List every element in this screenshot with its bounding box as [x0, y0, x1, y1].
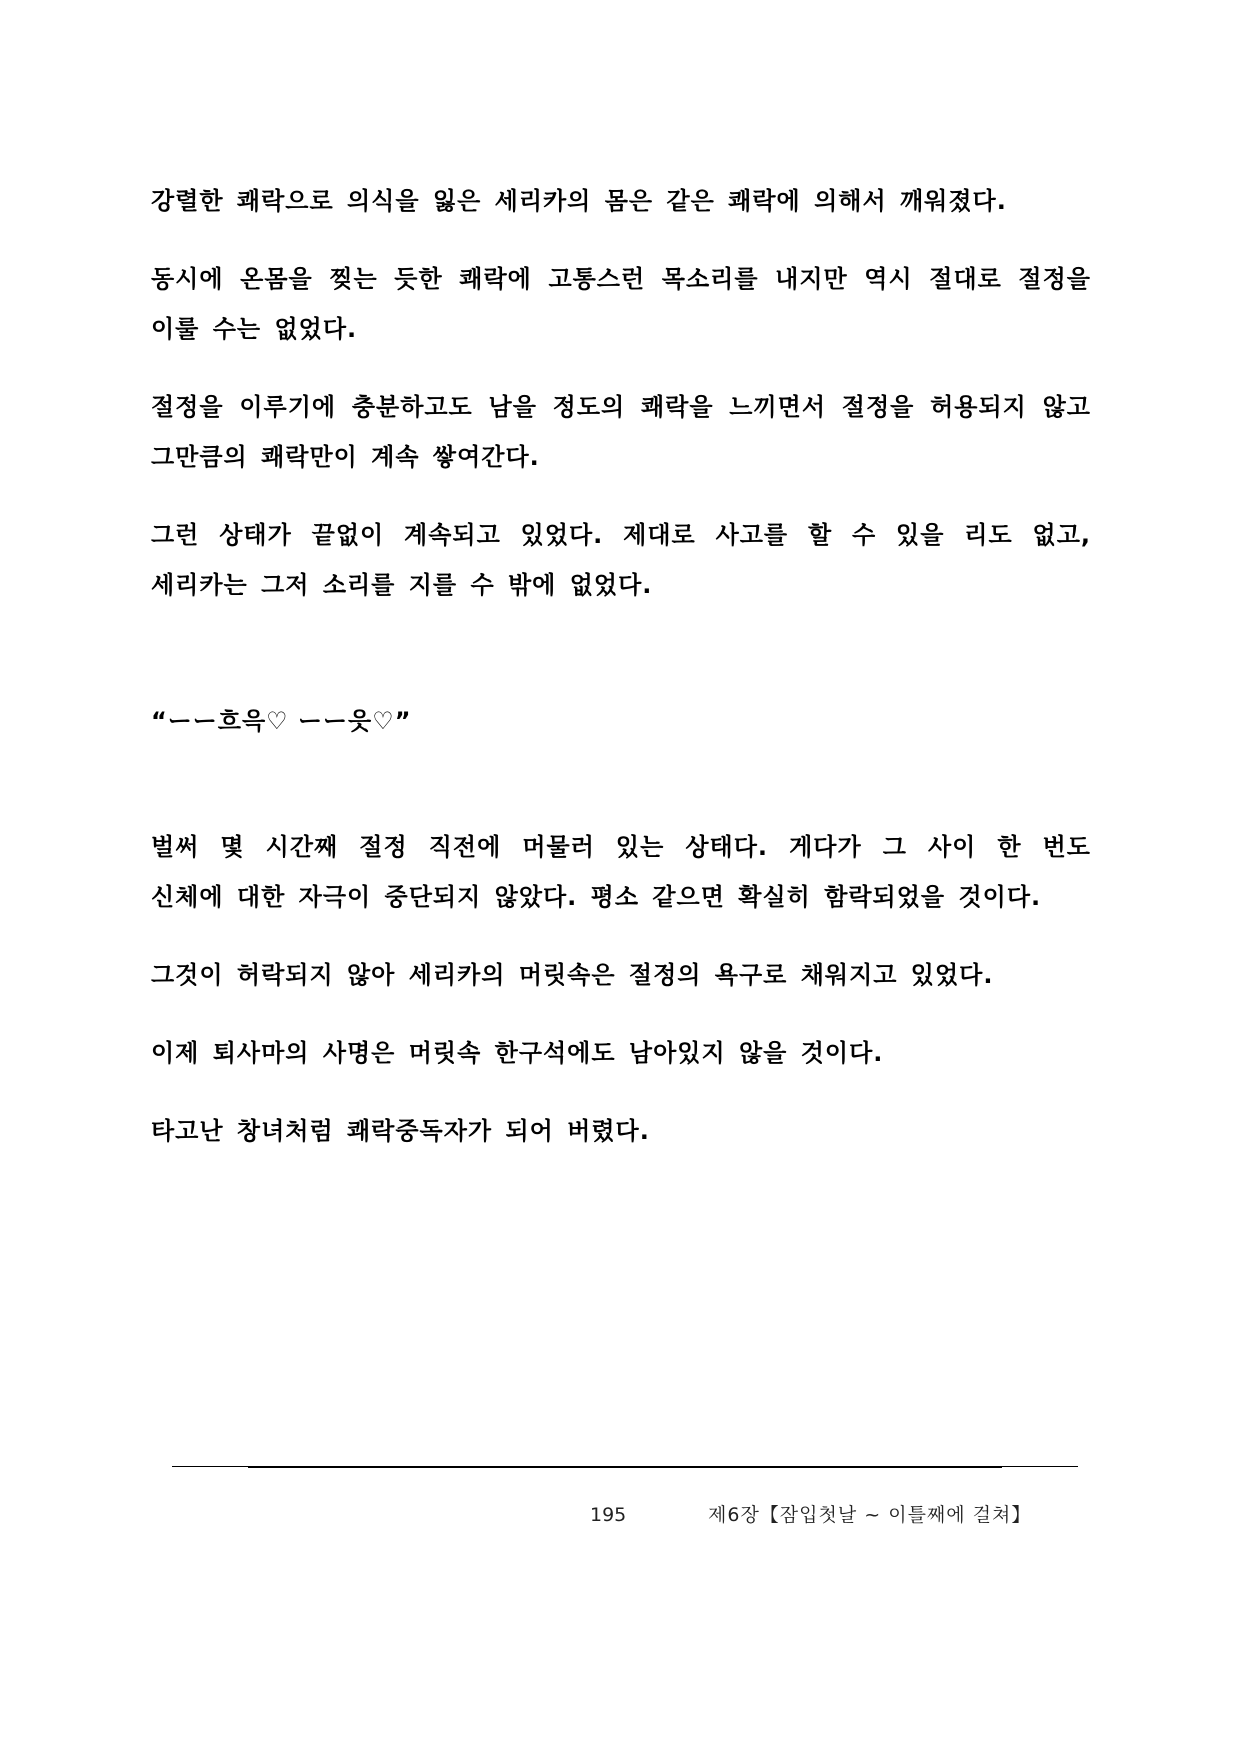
text-line: 강렬한 쾌락으로 의식을 잃은 세리카의 몸은 같은 쾌락에 의해서 깨워졌다.	[151, 187, 1007, 215]
chapter-title: 제6장【잠입첫날 ~ 이틀째에 걸쳐】	[708, 1504, 1032, 1526]
dialogue-line: “ーー흐윽♡ ーー읏♡”	[151, 707, 412, 735]
paragraph-7	[151, 1028, 1091, 1078]
text-line: 벌써 몇 시간째 절정 직전에 머물러 있는 상태다. 게다가 그 사이 한 번도	[151, 833, 1091, 861]
blank-line	[151, 638, 1091, 696]
paragraph-8	[151, 1106, 1091, 1156]
text-line: 절정을 이루기에 충분하고도 남을 정도의 쾌락을 느끼면서 절정을 허용되지 않고	[151, 393, 1091, 421]
text-line: 그런 상태가 끝없이 계속되고 있었다. 제대로 사고를 할 수 있을 리도 없고,	[151, 521, 1091, 549]
text-line: 그것이 허락되지 않아 세리카의 머릿속은 절정의 욕구로 채워지고 있었다.	[151, 961, 994, 989]
paragraph-3	[151, 382, 1091, 482]
page-footer	[0, 1500, 1240, 1530]
text-line: 이룰 수는 없었다.	[151, 315, 358, 343]
paragraph-6	[151, 950, 1091, 1000]
footer-divider-thick	[248, 1466, 1002, 1468]
paragraph-4	[151, 510, 1091, 610]
text-line: 신체에 대한 자극이 중단되지 않았다. 평소 같으면 확실히 함락되었을 것이다.	[151, 883, 1042, 911]
text-line: 이제 퇴사마의 사명은 머릿속 한구석에도 남아있지 않을 것이다.	[151, 1039, 884, 1067]
text-line: 세리카는 그저 소리를 지를 수 밖에 없었다.	[151, 571, 653, 599]
text-line: 동시에 온몸을 찢는 듯한 쾌락에 고통스런 목소리를 내지만 역시 절대로 절정을	[151, 265, 1091, 293]
paragraph-1	[151, 176, 1091, 226]
paragraph-2	[151, 254, 1091, 354]
paragraph-5	[151, 822, 1091, 922]
body-text	[151, 176, 1091, 1184]
page-number: 195	[590, 1504, 627, 1526]
blank-line	[151, 746, 1091, 822]
text-line: 그만큼의 쾌락만이 계속 쌓여간다.	[151, 443, 540, 471]
text-line: 타고난 창녀처럼 쾌락중독자가 되어 버렸다.	[151, 1117, 650, 1145]
